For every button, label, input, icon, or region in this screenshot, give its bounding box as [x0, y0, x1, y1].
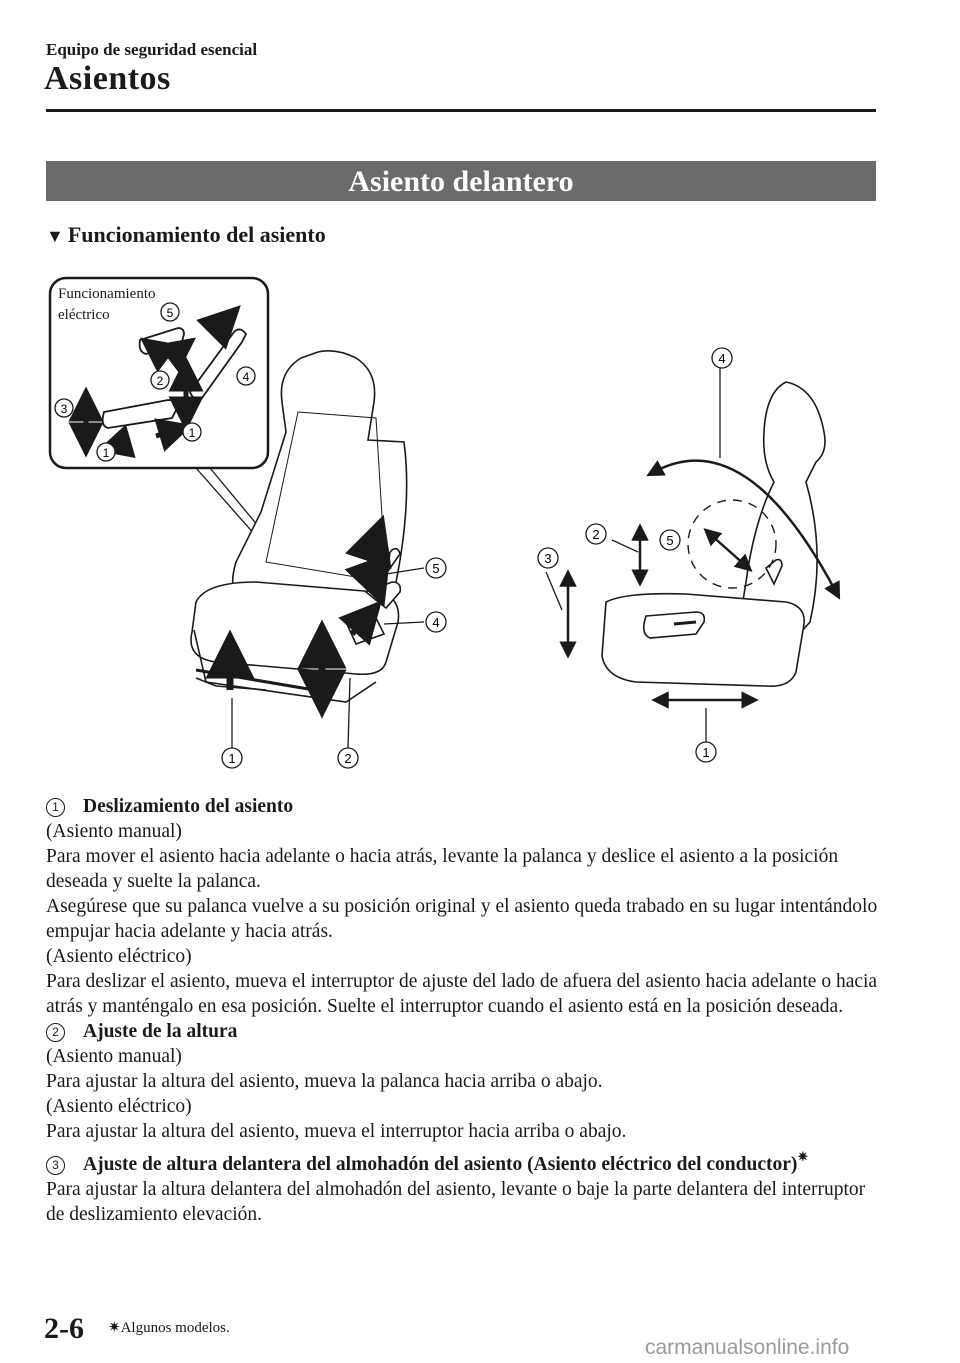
item-1-paragraph: Para deslizar el asiento, mueva el interruptor de ajuste del lado de afuera del asiento hacia adelante o hacia atrás y manténgalo en esa posición. Suelte el interruptor cuando el asiento está en la posición deseada.	[46, 971, 878, 1017]
callout-5-left	[426, 558, 446, 578]
inset-callout-3	[55, 399, 73, 417]
inset-callout-1b	[97, 443, 115, 461]
callout-2-right	[586, 524, 606, 544]
subheading-text: Funcionamiento del asiento	[67, 222, 326, 247]
svg-text:4: 4	[432, 615, 440, 630]
item-2-paragraph: (Asiento manual)	[46, 1046, 182, 1067]
svg-text:4: 4	[242, 370, 250, 384]
item-1-paragraph: Para mover el asiento hacia adelante o hacia atrás, levante la palanca y deslice el asiento a la posición deseada y suelte la palanca.	[46, 846, 839, 892]
item-1-heading: 1 Deslizamiento del asiento	[46, 794, 886, 819]
header-rule	[46, 109, 876, 112]
item-2-paragraph: Para ajustar la altura del asiento, mueva el interruptor hacia arriba o abajo.	[46, 1121, 627, 1142]
svg-text:5: 5	[666, 533, 674, 548]
watermark: carmanualsonline.info	[645, 1336, 850, 1359]
svg-text:1: 1	[228, 751, 236, 766]
svg-text:3: 3	[60, 402, 68, 416]
number-circle-icon: 3	[46, 1156, 65, 1175]
inset-box	[50, 278, 268, 468]
item-3-heading: 3 Ajuste de altura delantera del almohadón del asiento (Asiento eléctrico del conductor)✷	[46, 1144, 886, 1177]
svg-text:1: 1	[102, 446, 110, 460]
number-circle-icon: 1	[46, 798, 65, 817]
item-2-paragraph: Para ajustar la altura del asiento, mueva la palanca hacia arriba o abajo.	[46, 1071, 603, 1092]
triangle-marker-icon: ▼	[46, 226, 64, 246]
subheading	[46, 222, 326, 248]
section-name: Equipo de seguridad esencial	[46, 40, 258, 59]
svg-text:3: 3	[544, 551, 552, 566]
asterisk-icon: ✷	[108, 1320, 121, 1336]
svg-text:5: 5	[432, 561, 440, 576]
item-3-paragraph: Para ajustar la altura delantera del almohadón del asiento, levante o baje la parte delantera del interruptor de deslizamiento elevación.	[46, 1179, 866, 1225]
callout-1-left	[222, 748, 242, 768]
power-seat-drawing	[602, 382, 825, 686]
item-1-paragraph: (Asiento manual)	[46, 821, 182, 842]
svg-text:1: 1	[702, 745, 710, 760]
inset-callout-5	[161, 303, 179, 321]
callout-1-right	[696, 742, 716, 762]
seat-diagram	[46, 262, 886, 782]
svg-text:1: 1	[188, 426, 196, 440]
callout-3-right	[538, 548, 558, 568]
svg-text:2: 2	[592, 527, 600, 542]
item-2-heading: 2 Ajuste de la altura	[46, 1019, 886, 1044]
inset-label-line2: eléctrico	[58, 307, 110, 323]
section-banner: Asiento delantero	[46, 161, 876, 201]
page-title: Asientos	[44, 60, 171, 97]
svg-text:2: 2	[344, 751, 352, 766]
item-1-paragraph: (Asiento eléctrico)	[46, 946, 192, 967]
callout-4-right	[712, 348, 732, 368]
asterisk-icon: ✷	[797, 1149, 809, 1164]
inset-callout-2	[151, 371, 169, 389]
inset-callout-1a	[183, 423, 201, 441]
footnote: ✷Algunos modelos.	[108, 1320, 230, 1336]
callout-4-left	[426, 612, 446, 632]
page-number: 2-6	[44, 1312, 84, 1345]
inset-label-line1: Funcionamiento	[58, 286, 156, 302]
inset-callout-4	[237, 367, 255, 385]
body-text	[46, 794, 886, 1227]
item-1-paragraph: Asegúrese que su palanca vuelve a su posición original y el asiento queda trabado en su lugar intentándolo empujar hacia adelante y hacia atrás.	[46, 896, 878, 942]
callout-2-left	[338, 748, 358, 768]
number-circle-icon: 2	[46, 1023, 65, 1042]
svg-text:5: 5	[166, 306, 174, 320]
svg-text:4: 4	[718, 351, 726, 366]
callout-5-right	[660, 530, 680, 550]
svg-text:2: 2	[156, 374, 164, 388]
item-2-paragraph: (Asiento eléctrico)	[46, 1096, 192, 1117]
